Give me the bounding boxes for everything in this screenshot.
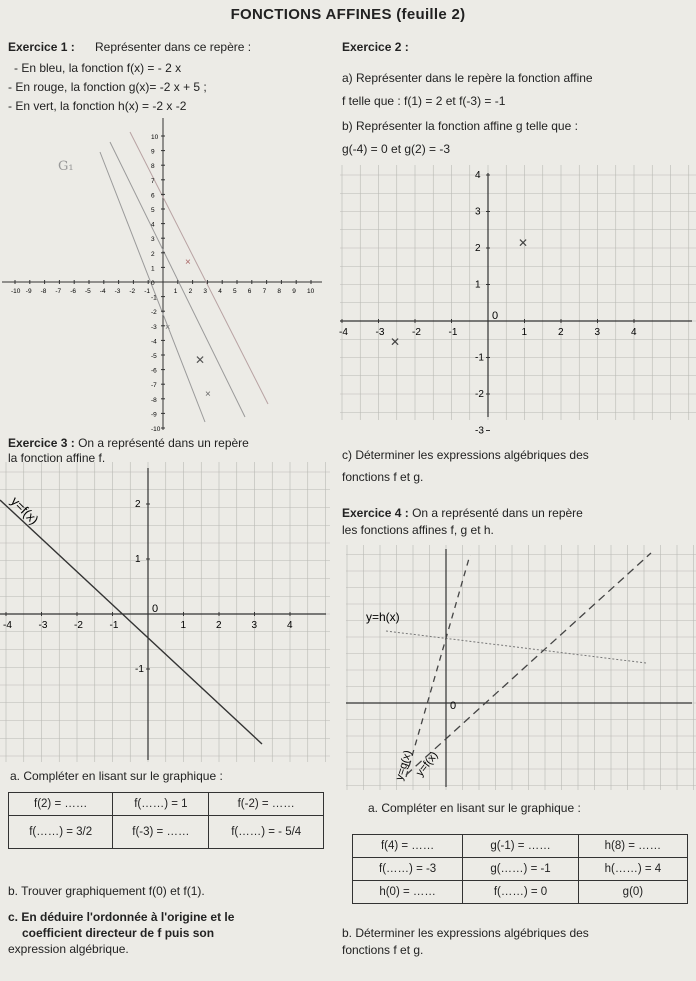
table-row [353, 858, 688, 881]
x-tick-label: 8 [277, 288, 282, 295]
ex4-table [352, 834, 688, 904]
x-tick-label: -2 [74, 620, 83, 631]
ex2-c: c) Déterminer les expressions algébriques des [342, 448, 589, 462]
ex4-a: a. Compléter en lisant sur le graphique : [368, 801, 581, 815]
y-tick-label: 10 [151, 134, 159, 141]
y-tick-label: 7 [151, 177, 155, 185]
y-tick-label: 2 [475, 243, 481, 254]
table-row [353, 835, 688, 858]
y-tick-label: -1 [151, 294, 157, 302]
ex3-cell[interactable]: f(-2) = …… [209, 793, 324, 816]
x-tick-label: 5 [233, 288, 237, 295]
x-tick-label: -1 [144, 288, 150, 295]
x-tick-label: -3 [375, 327, 385, 338]
ex4-b: b. Déterminer les expressions algébriques des [342, 926, 589, 940]
ex3-c2: coefficient directeur de f puis son [22, 926, 215, 940]
ex2-heading: Exercice 2 : [342, 40, 409, 54]
ex3-intro: On a représenté dans un repère [78, 436, 249, 450]
y-tick-label: 3 [151, 236, 155, 244]
y-tick-label: 5 [151, 207, 155, 214]
table-row [9, 793, 324, 816]
x-tick-label: 4 [287, 620, 293, 631]
x-tick-label: -3 [114, 288, 121, 295]
x-tick-label: 9 [292, 288, 296, 295]
x-tick-label: 2 [188, 288, 193, 295]
ex2-a2: f telle que : f(1) = 2 et f(-3) = -1 [342, 94, 506, 108]
ex1-cross-4: × [185, 257, 191, 268]
ex4-cell[interactable]: h(……) = 4 [578, 858, 687, 881]
ex1-cross-1: × [165, 322, 171, 332]
ex4-cell[interactable]: f(……) = 0 [463, 881, 579, 904]
x-tick-label: 4 [218, 288, 222, 295]
page-title: FONCTIONS AFFINES (feuille 2) [230, 6, 466, 23]
y-tick-label: -7 [151, 382, 157, 390]
ex2-origin: 0 [492, 310, 499, 322]
y-tick-label: -8 [151, 396, 157, 404]
ex3-cell[interactable]: f(……) = - 5/4 [209, 816, 324, 849]
ex2-b2: g(-4) = 0 et g(2) = -3 [342, 142, 451, 156]
ex3-heading-line [8, 436, 249, 450]
ex1-line-g: - En rouge, la fonction g(x)= -2 x + 5 ; [8, 80, 207, 94]
ex2-graph [339, 165, 696, 437]
ex4-line-h [386, 631, 646, 663]
ex1-line-f: - En bleu, la fonction f(x) = - 2 x [14, 61, 182, 75]
ex4-heading-line [342, 506, 583, 520]
ex4-graph [346, 545, 696, 790]
y-tick-label: 1 [151, 265, 155, 273]
ex1-graph [0, 112, 330, 432]
x-tick-label: -4 [339, 327, 348, 338]
ex4-intro: On a représenté dans un repère [412, 506, 583, 520]
y-tick-label: -4 [151, 338, 157, 346]
y-tick-label: -10 [151, 426, 161, 433]
ex1-intro: Représenter dans ce repère : [95, 40, 252, 54]
ex2-a: a) Représenter dans le repère la fonction affine [342, 71, 593, 85]
x-tick-label: 2 [558, 327, 564, 338]
y-tick-label: -2 [151, 309, 157, 317]
ex1-cross-3: × [205, 389, 211, 400]
ex4-cell[interactable]: h(0) = …… [353, 881, 463, 904]
ex2-cross-1: ✕ [518, 236, 529, 250]
y-tick-label: -1 [135, 664, 144, 675]
x-tick-label: -5 [85, 288, 91, 295]
x-tick-label: -4 [99, 288, 106, 295]
x-tick-label: 3 [594, 327, 601, 338]
x-tick-label: -2 [129, 288, 136, 295]
x-tick-label: -2 [412, 327, 421, 338]
x-tick-label: -1 [448, 327, 458, 338]
x-tick-label: 4 [631, 327, 637, 338]
ex3-intro2: la fonction affine f. [8, 451, 106, 465]
x-tick-label: -8 [40, 288, 47, 295]
ex3-graph [0, 462, 330, 762]
ex4-label-f: y=f(x) [413, 749, 441, 779]
x-tick-label: -6 [70, 288, 76, 295]
ex3-heading: Exercice 3 : [8, 436, 75, 450]
ex3-cell[interactable]: f(2) = …… [9, 793, 113, 816]
ex4-cell[interactable]: g(-1) = …… [463, 835, 579, 858]
y-tick-label: 4 [151, 221, 155, 229]
y-tick-label: -3 [475, 425, 484, 437]
ex4-cell[interactable]: h(8) = …… [578, 835, 687, 858]
ex4-line-g [406, 555, 470, 777]
x-tick-label: 2 [216, 620, 222, 631]
y-tick-label: -2 [475, 389, 484, 400]
x-tick-label: -7 [55, 288, 62, 295]
ex4-b2: fonctions f et g. [342, 943, 424, 957]
y-tick-label: 2 [151, 250, 155, 258]
ex3-cell[interactable]: f(……) = 3/2 [9, 816, 113, 849]
ex3-cell[interactable]: f(……) = 1 [113, 793, 209, 816]
x-tick-label: 6 [247, 288, 252, 295]
y-tick-label: -3 [151, 323, 157, 331]
ex3-a: a. Compléter en lisant sur le graphique : [10, 769, 223, 783]
ex4-heading: Exercice 4 : [342, 506, 409, 520]
ex4-label-g: y=g(x) [393, 748, 415, 782]
ex2-c2: fonctions f et g. [342, 470, 424, 484]
ex4-cell[interactable]: g(……) = -1 [463, 858, 579, 881]
ex1-annotation: G₁ [58, 159, 74, 174]
y-tick-label: 8 [151, 163, 155, 171]
x-tick-label: 10 [307, 288, 315, 295]
x-tick-label: -4 [3, 620, 12, 631]
ex3-table [8, 792, 324, 849]
x-tick-label: 3 [251, 620, 258, 631]
table-row [353, 881, 688, 904]
ex4-cell[interactable]: f(……) = -3 [353, 858, 463, 881]
y-tick-label: 1 [135, 554, 141, 565]
x-tick-label: -3 [38, 620, 48, 631]
ex3-c: c. En déduire l'ordonnée à l'origine et le [8, 910, 235, 924]
y-tick-label: 6 [151, 192, 155, 200]
x-tick-label: -9 [25, 288, 32, 295]
y-tick-label: 9 [151, 148, 155, 156]
y-tick-label: -9 [151, 411, 157, 419]
table-row [9, 816, 324, 849]
y-tick-label: -5 [151, 353, 157, 360]
x-tick-label: 3 [203, 288, 208, 295]
x-tick-label: -1 [109, 620, 119, 631]
ex4-cell[interactable]: g(0) [578, 881, 687, 904]
x-tick-label: 1 [173, 288, 178, 295]
ex4-label-h: y=h(x) [366, 610, 400, 624]
y-tick-label: 2 [135, 499, 141, 510]
ex1-pencil-line-1 [110, 142, 245, 417]
y-tick-label: 0 [151, 280, 155, 287]
ex4-intro2: les fonctions affines f, g et h. [342, 523, 494, 537]
ex1-line-h: - En vert, la fonction h(x) = -2 x -2 [8, 99, 187, 113]
y-tick-label: -6 [151, 367, 157, 375]
x-tick-label: -10 [11, 288, 21, 295]
ex3-origin: 0 [152, 603, 159, 615]
ex3-cell[interactable]: f(-3) = …… [113, 816, 209, 849]
y-tick-label: 3 [475, 206, 481, 218]
x-tick-label: 7 [262, 288, 267, 295]
ex3-curve-label: y=f(x) [7, 493, 42, 528]
ex1-heading: Exercice 1 : [8, 40, 75, 54]
x-tick-label: 1 [521, 327, 528, 338]
y-tick-label: 1 [475, 279, 481, 291]
ex2-b: b) Représenter la fonction affine g telle que : [342, 119, 578, 133]
ex3-c3: expression algébrique. [8, 942, 129, 956]
ex3-b: b. Trouver graphiquement f(0) et f(1). [8, 884, 205, 898]
ex2-cross-2: ✕ [390, 335, 401, 349]
ex4-cell[interactable]: f(4) = …… [353, 835, 463, 858]
ex4-origin: 0 [450, 700, 457, 712]
ex1-cross-2: ✕ [195, 353, 206, 367]
x-tick-label: 1 [180, 620, 187, 631]
y-tick-label: -1 [475, 352, 484, 364]
y-tick-label: 4 [475, 170, 481, 181]
